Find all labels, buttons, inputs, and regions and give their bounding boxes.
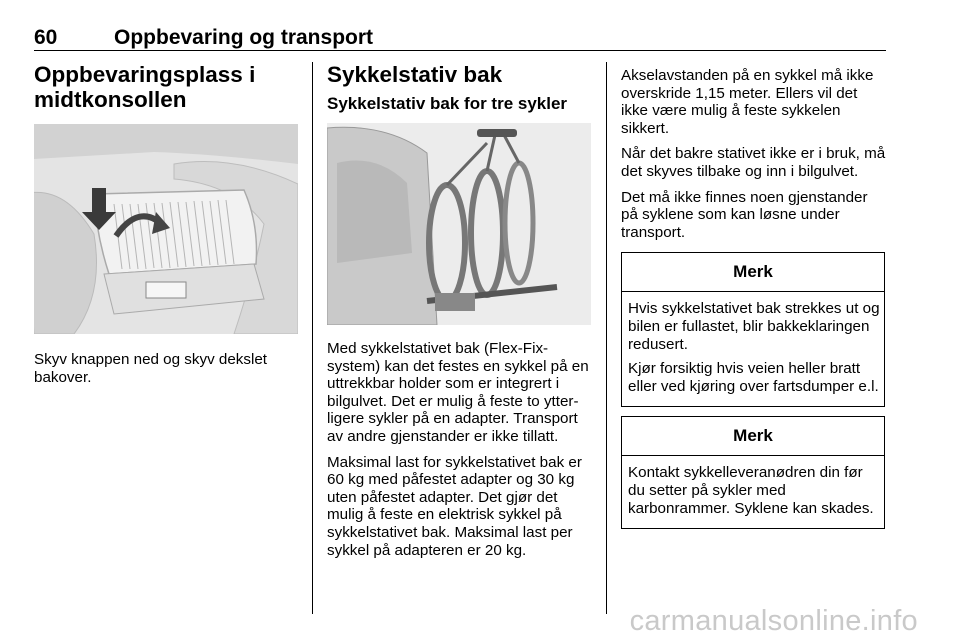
note-box-1 <box>621 252 885 407</box>
wheelbase-paragraph: Akselavstanden på en sykkel må ikke overskride 1,15 meter. Ellers vil det ikke være mulig å feste sykkelen sikkert. <box>621 67 874 137</box>
bike-carrier-subheading: Sykkelstativ bak for tre sykler <box>327 94 568 113</box>
note-2-title: Merk <box>622 417 884 456</box>
note-2-body <box>622 456 884 528</box>
column-bike-carrier-continued <box>621 67 887 529</box>
loose-objects-paragraph: Det må ikke finnes noen gjenstander på syklene som kan løsne under transport. <box>621 188 868 241</box>
bike-carrier-paragraph-1: Med sykkelstativet bak (Flex-Fix-system) kan det festes en sykkel på en uttrekkbar holder som er integrert i bilgulvet. Det er mulig å feste to ytterligere sykler på en adapter. Transport av andre gjenstander er ikke tillatt. <box>327 340 589 445</box>
bike-carrier-illustration <box>327 123 591 325</box>
retract-paragraph: Når det bakre stativet ikke er i bruk, må det skyves tilbake og inn i bilgulvet. <box>621 145 886 180</box>
console-drawing <box>34 124 298 334</box>
storage-heading-line2: midtkonsollen <box>34 87 187 112</box>
page-number: 60 <box>34 26 58 49</box>
note-1-body <box>622 292 884 406</box>
note-1-paragraph-1: Hvis sykkelstativet bak strekkes ut og bilen er fullastet, blir bakkeklaringen redusert. <box>628 300 880 353</box>
bike-carrier-paragraph-2: Maksimal last for sykkelstativet bak er 60 kg med påfestet adapter og 30 kg uten påfestet adapter. Det gjør det mulig å feste en elektrisk sykkel på sykkelstativet bak. Maksimal last per sykkel på adapteren er 20 kg. <box>327 453 582 559</box>
bike-carrier-drawing <box>327 123 591 325</box>
storage-heading-line1: Oppbevaringsplass i <box>34 62 256 87</box>
column-bike-carrier <box>327 62 593 567</box>
note-2-paragraph-1: Kontakt sykkelleveranødren din før du setter på sykler med karbonrammer. Syklene kan skades. <box>628 464 874 517</box>
page-header <box>34 24 886 51</box>
bike-carrier-heading: Sykkelstativ bak <box>327 62 503 87</box>
console-illustration <box>34 124 298 334</box>
note-1-title: Merk <box>622 253 884 292</box>
column-divider-2 <box>606 62 607 614</box>
note-box-2 <box>621 416 885 529</box>
note-1-paragraph-2: Kjør forsiktig hvis veien heller bratt eller ved kjøring over fartsdumper e.l. <box>628 360 879 395</box>
storage-caption: Skyv knappen ned og skyv dekslet bakover. <box>34 351 268 386</box>
section-title: Oppbevaring og transport <box>114 26 374 49</box>
column-divider-1 <box>312 62 313 614</box>
watermark: carmanualsonline.info <box>629 605 918 637</box>
storage-heading <box>34 62 300 112</box>
column-storage <box>34 62 300 394</box>
